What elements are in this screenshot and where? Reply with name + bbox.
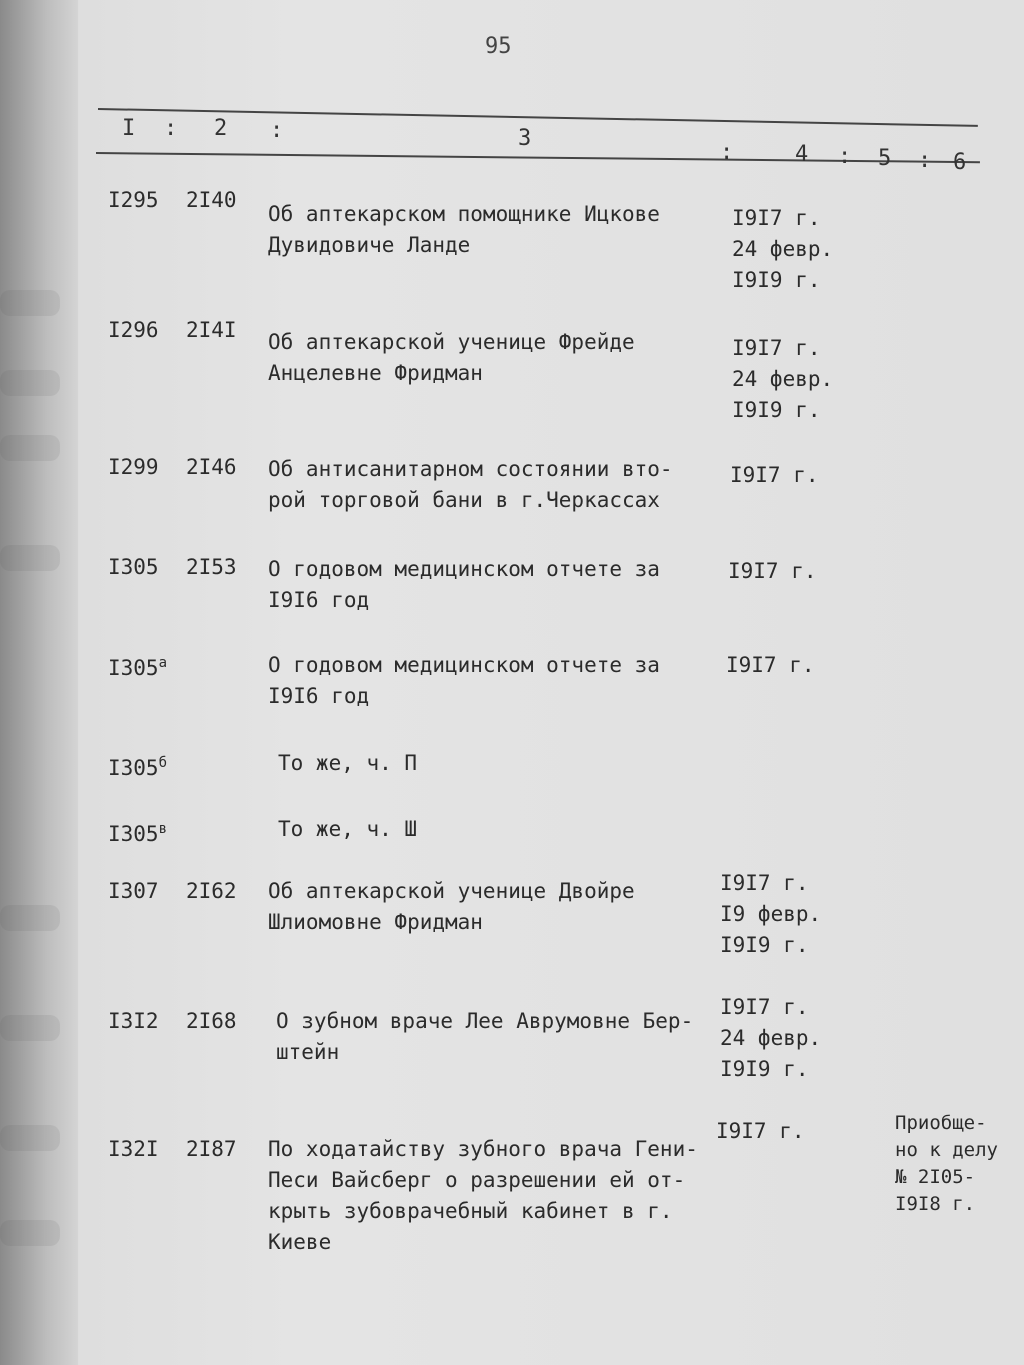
file-number: 2I53 — [186, 555, 237, 579]
col-header-separator: : — [270, 118, 284, 143]
case-dates: I9I7 г. I9 февр. I9I9 г. — [720, 871, 822, 957]
case-title: Об аптекарской ученице Фрейде Анцелевне Фридман — [268, 330, 635, 385]
case-dates: I9I7 г. — [726, 653, 815, 677]
case-title: То же, ч. Ш — [278, 817, 418, 841]
case-title: О годовом медицинском отчете за I9I6 год — [268, 653, 660, 708]
bleed-through-mark — [0, 435, 60, 461]
case-number: $I305^в$ — [108, 821, 168, 846]
case-number: I295 — [108, 188, 159, 212]
bleed-through-mark — [0, 290, 60, 316]
col-header-6: 6 — [953, 150, 967, 175]
case-title: Об антисанитарном состоянии вто- рой торговой бани в г.Черкассах — [268, 457, 673, 512]
case-dates: I9I7 г. 24 февр. I9I9 г. — [720, 995, 822, 1081]
file-number: 2I4I — [186, 318, 237, 342]
case-number: $I305^а$ — [108, 655, 168, 680]
bleed-through-mark — [0, 905, 60, 931]
bleed-through-mark — [0, 370, 60, 396]
col-header-3: 3 — [518, 126, 532, 151]
col-header-1: I — [122, 116, 136, 141]
bleed-through-mark — [0, 545, 60, 571]
case-title: Об аптекарском помощнике Ицкове Дувидовиче Ланде — [268, 202, 660, 257]
col-header-separator: : — [838, 144, 852, 169]
col-header-4: 4 — [795, 142, 809, 167]
file-number: 2I62 — [186, 879, 237, 903]
case-dates: I9I7 г. — [730, 463, 819, 487]
case-dates: I9I7 г. 24 февр. I9I9 г. — [732, 206, 834, 292]
case-note: Приобще- но к делу № 2I05- I9I8 г. — [895, 1112, 998, 1215]
file-number: 2I87 — [186, 1137, 237, 1161]
case-dates: I9I7 г. — [716, 1119, 805, 1143]
bleed-through-mark — [0, 1015, 60, 1041]
file-number: 2I46 — [186, 455, 237, 479]
case-number: I307 — [108, 879, 159, 903]
col-header-separator: : — [918, 148, 932, 173]
col-header-separator: : — [720, 140, 734, 165]
case-title: О зубном враче Лее Аврумовне Бер- штейн — [276, 1009, 694, 1064]
bleed-through-mark — [0, 1220, 60, 1246]
case-number: I296 — [108, 318, 159, 342]
case-number: I299 — [108, 455, 159, 479]
case-dates: I9I7 г. — [728, 559, 817, 583]
case-title: О годовом медицинском отчете за I9I6 год — [268, 557, 660, 612]
case-number: I305 — [108, 555, 159, 579]
case-dates: I9I7 г. 24 февр. I9I9 г. — [732, 336, 834, 422]
col-header-separator: : — [164, 116, 178, 141]
case-number: $I305^б$ — [108, 755, 168, 780]
case-title: То же, ч. П — [278, 751, 418, 775]
bleed-through-mark — [0, 1125, 60, 1151]
col-header-2: 2 — [214, 116, 228, 141]
case-number: I32I — [108, 1137, 159, 1161]
case-number: I3I2 — [108, 1009, 159, 1033]
file-number: 2I40 — [186, 188, 237, 212]
page-gutter-shadow — [0, 0, 78, 1365]
file-number: 2I68 — [186, 1009, 237, 1033]
page-number: 95 — [485, 34, 512, 59]
case-title: Об аптекарской ученице Двойре Шлиомовне Фридман — [268, 879, 635, 934]
header-top-rule — [98, 108, 978, 127]
case-title: По ходатайству зубного врача Гени- Песи Вайсберг о разрешении ей от- крыть зубоврачебный кабинет в г. Киеве — [268, 1137, 698, 1254]
col-header-5: 5 — [878, 146, 892, 171]
